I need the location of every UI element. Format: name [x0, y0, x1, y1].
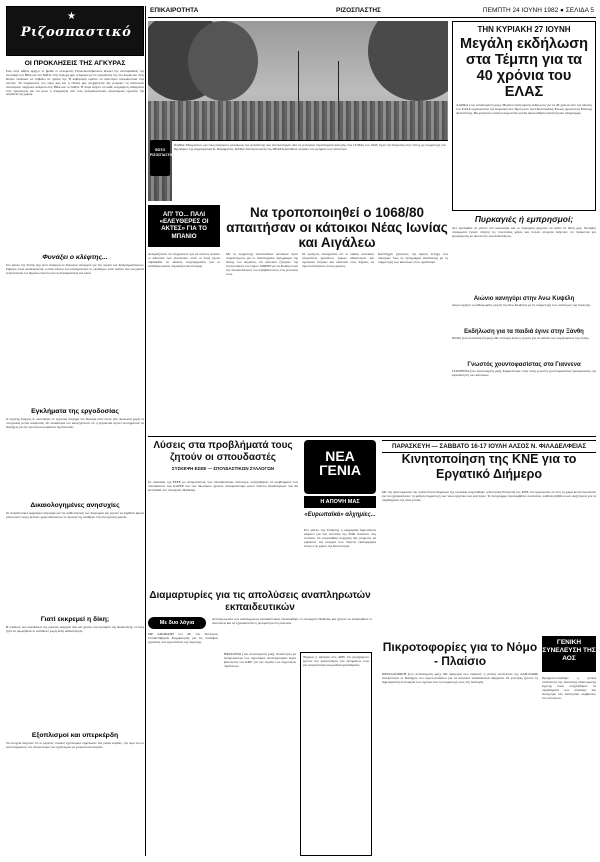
- briefs-body-3: Ξήμερα η απεργία στη ΔΕΗ. Οι εργαζόμενοι ζητούν την ικανοποίηση των αιτημάτων τους για ασφαλιστικά και μισθολογικά θέματα.: [303, 655, 369, 668]
- column-divider: [145, 6, 146, 856]
- strike-box: [300, 652, 372, 856]
- ioannina-headline: Γνωστός χουντοφασίστας στα Γιαννενα: [467, 362, 581, 368]
- headline-crimes: Εγκλήματα της εργοδοσίας: [31, 408, 119, 415]
- article-provocations: Ενώ στην Αθήνα αρχίζει το βράδυ οι συνομιλίες Τύπου-Κοινοβουλίου θεωρεί την αντιπαράθεση της πολιτικής των ΗΠΑ και του ΝΑΤΟ στην περιοχή μας, η Άγκυρα με τις προκλήσεις της στο Αιγαίο και στην Κύπρο επιδιώκει να επιβάλει τα σχέδιά της. Η κυβέρνηση οφείλει να απαντήσει αποφασιστικά στις απειλές. Τα συμφέροντα του λαού μας και η εθνική μας ανεξαρτησία δεν μπορούν να αποτελούν αντικείμενο παζαριών ανάμεσα στις ΗΠΑ και το ΝΑΤΟ. Η πείρα δείχνει ότι κάθε υποχώρηση ενθαρρύνει νέες προκλήσεις και ότι μόνο η αποχώρηση από τους ιμπεριαλιστικούς οργανισμούς εγγυάται την ασφάλεια της χώρας.: [6, 70, 144, 97]
- star-icon: ★: [67, 11, 76, 22]
- fires-box: [452, 214, 596, 426]
- kne-event-date: ΠΑΡΑΣΚΕΥΗ — ΣΑΒΒΑΤΟ 16-17 ΙΟΥΛΗ ΑΛΣΟΣ Ν. ΦΙΛΑΔΕΛΦΕΙΑΣ: [382, 440, 596, 453]
- briefs-body-2: ΗΡΑΚΛΕΙΟ (του ανταποκριτή μας). Συνάντηση με εκπροσώπους των αγροτικών συνεταιρισμών είχαν βουλευτές του ΚΚΕ για την πορεία των αγροτικών προϊόντων.: [224, 652, 296, 669]
- masthead-title: Ριζοσπαστικό: [20, 25, 132, 40]
- students-block: [148, 440, 298, 472]
- claims-headline: Διαμαρτυρίες για τις απολύσεις αναπληρωτών εκπαιδευτικών: [149, 590, 371, 613]
- issue-date: ΠΕΜΠΤΗ 24 ΙΟΥΝΗ 1982 ● ΣΕΛΙΔΑ 5: [482, 7, 594, 14]
- briefs-tag: Με δυο λόγια: [148, 617, 206, 629]
- framework-law-body: ΘΕΣΣΑΛΟΝΙΚΗ (του ανταποκριτή μας). Με ψήφισμα που ενέκρινε η γενική συνέλευση της ΔΑΠ-ΝΔΦΚ επικρίνονται οι διατάξεις του νόμου-πλαισίου για τα ανώτατα εκπαιδευτικά ιδρύματα. Οι φοιτητές ζητούν τη δημοκρατική λειτουργία των σχολών και τη συμμετοχή τους στη διοίκηση.: [382, 672, 538, 685]
- paper-name: ΡΙΖΟΣΠΑΣΤΗΣ: [336, 7, 381, 14]
- article-crimes: Ο εργάτης Γιώργος Ζ. σκοτώθηκε σε εργατικό ατύχημα στο Πέραμα όταν έπεσε από σκαλωσιά χωρίς τα στοιχειώδη μέτρα ασφαλείας. Οι συνάδελφοί του καταγγέλλουν ότι η εργοδοσία αγνοεί συστηματικά τις διατάξεις για την υγιεινή και ασφάλεια της δουλειάς.: [6, 418, 144, 429]
- headline-concerns: Δικαιολογημένες ανησυχίες: [30, 502, 120, 509]
- students-subhead: ΣΥΣΚΕΨΗ ΕΣΕΕ — ΣΠΟΥΔΑΣΤΙΚΩΝ ΣΥΛΛΟΓΩΝ: [171, 466, 275, 471]
- headline-trial: Γιατί εκκρεμεί η δίκη;: [40, 616, 110, 623]
- section-label: ΕΠΙΚΑΙΡΟΤΗΤΑ: [150, 7, 199, 14]
- briefs-body-1: ΜΕ ΑΠΟΦΑΣΗ του ΔΣ του Συλλόγου τοποθετήθηκαν διαμαρτυρίες για τις συνθήκες εργασίας στα εργοστάσια της περιοχής.: [148, 632, 218, 645]
- lead-body-b: Με τη συμμετοχή εκατοντάδων κατοίκων έγινε συγκέντρωση για το αναπτυξιακό πρόγραμμα της δύσης του Αιγάλεω. Οι κάτοικοι ζήτησαν την τροποποίηση του νόμου 1068/80 για τη διοίκηση και την αποκατάσταση του περιβάλλοντος στις γειτονιές τους.: [226, 252, 298, 277]
- article-armaments: Τα στοιχεία δείχνουν ότι οι μεγάλες εταιρίες εξοπλισμών σημείωσαν νέα ρεκόρ κερδών, την ώρα που οι λαοί πληρώνουν τον ανταγωνισμό των εξοπλισμών με φτώχεια και ανεργία.: [6, 742, 144, 749]
- kne-headline: Κινητοποίηση της ΚΝΕ για το Εργατικό Διήμερο: [401, 452, 577, 481]
- nea-genia-body: Στο φύλλο της Τετάρτης η εφημερίδα δημοσίευσε κείμενο για την πολιτική της ΕΟΚ απέναντι στη νεολαία. Οι ευρωπαϊκές αλχημίες δεν μπορούν να κρύψουν την ανεργία που πλήττει εκατομμύρια νέους στις χώρες της Κοινότητας.: [304, 528, 376, 549]
- kypseli-body: Αύριο αρχίζει η καθιερωμένη γιορτή της Άνω Κυψέλης με τη συμμετοχή των συλλόγων της περιοχής.: [452, 303, 591, 307]
- photo-caption: ΠΑΝΩ: Μνημόσυνο για τους πατριώτες κατοίκους της Αταλάντης που εκτελέστηκαν από τα χιτλερικά στρατεύματα κατοχής στις 16 Μάη του 1943, έγινε την Κυριακή στην πόλη, με συμμετοχή του Προέδρου της Δημοκρατίας Κ. Καραμανλή. ΚΑΤΩ: Αντιπροσωπεία της ΠΕΑΕΑ κατέθεσε στεφάνι στο μνημείο των πεσόντων.: [172, 140, 448, 202]
- kypseli-headline: Αιώνιο κανηγύρι στην Ανω Κυψέλη: [473, 296, 575, 302]
- event-body: ΛΑΡΙΣΑ (του ανταποκριτή μας). Μεγάλη πανηγυρική εκδήλωση για τα 40 χρόνια από την ίδρυση του ΕΛΑΣ οργανώνεται την Κυριακή στα Τέμπη από την Πανελλαδική Ένωση Αγωνιστών Εθνικής Αντίστασης. Θα μιλήσουν παλαιοί αγωνιστές και θα ακολουθήσει καλλιτεχνικό πρόγραμμα.: [456, 103, 592, 116]
- students-headline: Λύσεις στα προβλήματά τους ζητούν οι σπουδαστές: [153, 440, 293, 463]
- article-concerns: Οι εκπαιδευτικοί εκφράζουν ανησυχία για την καθυστέρηση των διορισμών και ζητούν να ληφθούν άμεσα μέτρα ώστε να μη μείνουν χωρίς δάσκαλους τα σχολεία της υπαίθρου στη νέα σχολική χρονιά.: [6, 512, 144, 519]
- event-date: ΤΗΝ ΚΥΡΙΑΚΗ 27 ΙΟΥΝΗ: [477, 25, 571, 34]
- lead-body-a: Αναγκάζονται να πληρώνουν για να κάνουν μπάνιο οι κάτοικοι των συνοικιών, όταν οι πλαζ έχουν παραδοθεί σε ιδιώτες επιχειρηματίες και οι ελεύθερες ακτές περιορίζονται συνεχώς.: [148, 252, 220, 269]
- elas-event-box: [452, 21, 596, 211]
- xanthi-body: Ξάνθη (του ανταποκριτή μας). Με επιτυχία έγινε η γιορτή για τα παιδιά των εργαζομένων της πόλης.: [452, 336, 590, 340]
- beaches-tag: ΑΠ' ΤΟ... ΠΑΛΙ «ΕΛΕΥΘΕΡΕΣ ΟΙ ΑΚΤΕΣ» ΓΙΑ ΤΟ ΜΠΑΝΙΟ: [148, 205, 220, 247]
- event-title: Μεγάλη εκδήλωση στα Τέμπη για τα 40 χρόνια του ΕΛΑΣ: [460, 36, 588, 100]
- left-column: [6, 6, 144, 856]
- article-thief: Στο φύλλο της Τρίτης είχε γίνει αναφορά σε δηλώσεις υπουργού για την πορεία των διαπραγματεύσεων. Σήμερα, όπως αποδεικνύεται, οι ίδιοι κύκλοι που καταγγέλλουν το «κλέψιμο» είναι εκείνοι που για χρόνια λεηλατούσαν τον δημόσιο πλούτο και τις αποταμιεύσεις του λαού.: [6, 264, 144, 275]
- claims-body: Αντιπροσωπεία των αναπληρωτών εκπαιδευτικών επισκέφθηκε το υπουργείο Παιδείας και ζήτησε να ανακληθούν οι απολύσεις και να εξασφαλιστεί η μονιμότητα στη δουλειά.: [212, 617, 372, 626]
- fires-body: Δεν πρόλαβαν να μπουν στο καλοκαίρι και οι πυρκαγιές άρχισαν να καίνε τα δάση μας. Χιλιάδες στρέμματα έγιναν στάχτη τις τελευταίες μέρες και πολλά στοιχεία δείχνουν ότι πρόκειται για εμπρησμούς με σκοπό την οικοπεδοποίηση.: [452, 226, 596, 239]
- kne-body: Με την προετοιμασία του πολιτιστικού διημέρου της νεολαίας ασχολήθηκε η Κεντρική Επιτροπή της ΚΝΕ. Οι οργανώσεις σε όλη τη χώρα κινητοποιούνται για να εξασφαλίσουν τη μαζική συμμετοχή των νέων εργατών και φοιτητών. Το πρόγραμμα περιλαμβάνει συναυλίες, εκθέσεις βιβλίου και συζητήσεις για τα προβλήματα της νέας γενιάς.: [382, 490, 596, 503]
- article-trial: Η υπόθεση των σκανδάλων της χούντας εκκρεμεί εδώ και χρόνια στα συρτάρια της δικαιοσύνης. Ο λαός ζητά να τιμωρηθούν οι υπεύθυνοι χωρίς άλλη καθυστέρηση.: [6, 626, 144, 633]
- students-body: Σε σύσκεψη της ΕΣΕΕ με εκπροσώπους των σπουδαστικών συλλόγων συζητήθηκαν τα προβλήματα των σπουδαστών των ΚΑΤΕΕ και των ιδιωτικών σχολών. Αποφασίστηκε κοινό πλαίσιο διεκδικήσεων που θα κατατεθεί στο υπουργείο Παιδείας.: [148, 480, 298, 493]
- xanthi-headline: Εκδήλωση για τα παιδιά έγινε στην Ξάνθη: [464, 329, 584, 335]
- headline-provocations: ΟΙ ΠΡΟΚΛΗΣΕΙΣ ΤΗΣ ΑΓΚΥΡΑΣ: [24, 60, 126, 67]
- photo-credit-badge: ΦΩΤΟ ΡΙΖΟΣΠΑΣΤΗ: [150, 140, 170, 176]
- headline-armaments: Εξοπλισμοί και υπερκέρδη: [31, 732, 119, 739]
- framework-law-headline: Πικροτοφορίες για το Νόμο - Πλαίσιο: [382, 640, 538, 668]
- lead-body-c: Οι ομιλητές επισήμαναν ότι οι λαϊκές συνοικίες στερούνται πρασίνου, χώρων αθλητισμού και σχολικών κτιρίων και κάλεσαν τους δήμους να πρωτοστατήσουν στους αγώνες.: [302, 252, 374, 269]
- page-header: [148, 6, 596, 18]
- assembly-body: Πραγματοποιήθηκε η γενική συνέλευση της Ανώτατης Οικονομικής Σχολής όπου συζητήθηκαν τα προβλήματα των σπουδών και εκλέχτηκε νέο διοικητικό συμβούλιο του συλλόγου.: [542, 676, 596, 701]
- nea-genia-logo: ΝΕΑ ΓΕΝΙΑ: [304, 440, 376, 494]
- ioannina-body: ΓΙΑΝΝΕΝΑ (του ανταποκριτή μας). Εμφανίστηκε στην πόλη γνωστός χουντοφασίστας προκαλώντας την αγανάκτηση των κατοίκων.: [452, 369, 596, 378]
- assembly-headline: ΓΕΝΙΚΗ ΣΥΝΕΛΕΥΣΗ ΤΗΣ ΑΟΣ: [542, 636, 596, 672]
- column-masthead: [6, 6, 144, 56]
- nea-genia-subtitle: Η ΑΠΟΨΗ ΜΑΣ: [304, 496, 376, 508]
- lead-headline: Να τροποποιηθεί ο 1068/80 απαιτήσαν οι κάτοικοι Νέας Ιωνίας και Αιγάλεω: [226, 205, 448, 250]
- headline-thief: Φυνάξει ο κλέφτης...: [42, 254, 108, 261]
- fires-headline: Πυρκαγιές ή εμπρησμοί;: [474, 214, 574, 224]
- section-divider: [148, 436, 596, 437]
- lead-body-d: Κατέληξαν ζητώντας την άμεση ένταξη των περιοχών τους σε πρόγραμμα ανάπλασης με τη συμμετοχή των κατοίκων στον σχεδιασμό.: [378, 252, 448, 265]
- nea-genia-headline: «Ευρωπαϊκά» αλχημίες...: [304, 512, 376, 518]
